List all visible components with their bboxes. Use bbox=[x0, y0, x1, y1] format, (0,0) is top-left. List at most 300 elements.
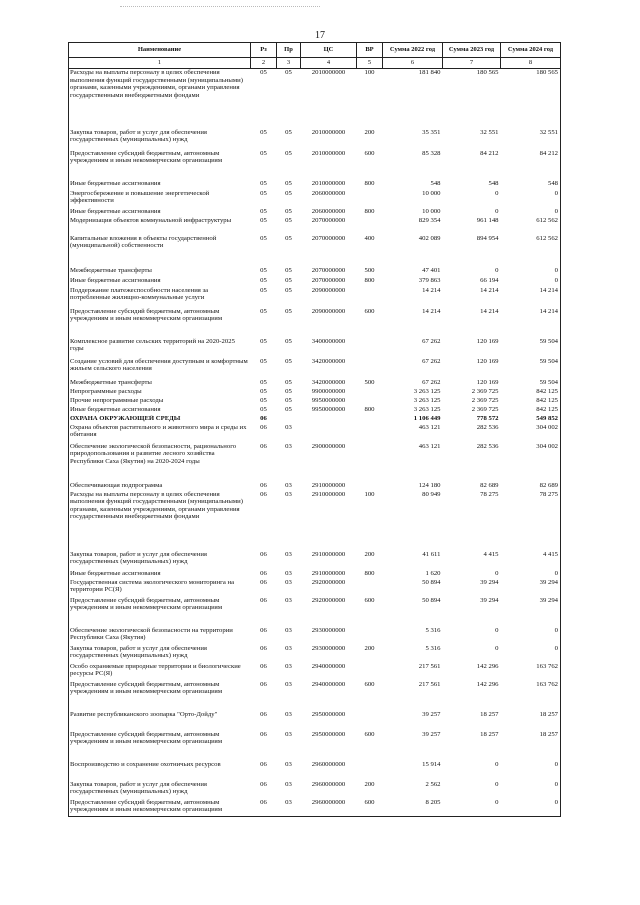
cell-pr: 05 bbox=[285, 378, 292, 386]
cell-sum-2022: 379 863 bbox=[418, 276, 441, 284]
cell-rz: 05 bbox=[260, 337, 267, 345]
cell-sum-2024: 0 bbox=[501, 277, 561, 287]
cell-name: Непрограммные расходы bbox=[69, 388, 251, 397]
cell-name: Модернизация объектов коммунальной инфраструктуры bbox=[69, 217, 251, 235]
table-row bbox=[69, 681, 561, 711]
cell-vr bbox=[357, 627, 383, 645]
cell-rz: 05 bbox=[260, 216, 267, 224]
cell-pr: 05 bbox=[285, 149, 292, 157]
cell-pr: 05 bbox=[285, 307, 292, 315]
header-cs: ЦС bbox=[301, 43, 357, 58]
cell-vr: 800 bbox=[364, 179, 375, 187]
table-row bbox=[69, 358, 561, 379]
cell-sum-2023: 0 bbox=[495, 760, 499, 768]
cell-vr bbox=[357, 482, 383, 491]
cell-sum-2024: 612 562 bbox=[501, 217, 561, 235]
cell-pr: 05 bbox=[285, 189, 292, 197]
cell-pr: 03 bbox=[285, 626, 292, 634]
cell-name: Иные бюджетные ассигнования bbox=[69, 208, 251, 217]
column-index: 1 bbox=[69, 58, 251, 69]
cell-sum-2023: 0 bbox=[443, 799, 501, 817]
cell-cs: 2070000000 bbox=[311, 266, 346, 274]
cell-cs: 3420000000 bbox=[311, 357, 346, 365]
table-row bbox=[69, 415, 561, 424]
cell-cs: 2010000000 bbox=[311, 149, 346, 157]
cell-vr: 800 bbox=[364, 569, 375, 577]
cell-name: Особо охраняемые природные территории и биологические ресурсы РС(Я) bbox=[69, 663, 251, 681]
cell-rz: 05 bbox=[260, 286, 267, 294]
cell-sum-2024: 59 504 bbox=[501, 358, 561, 379]
table-row bbox=[69, 190, 561, 208]
cell-cs bbox=[301, 415, 357, 424]
cell-name: Межбюджетные трансферты bbox=[69, 379, 251, 388]
cell-sum-2024: 304 002 bbox=[501, 424, 561, 443]
cell-sum-2022: 463 121 bbox=[418, 442, 441, 450]
cell-sum-2024: 0 bbox=[501, 267, 561, 277]
cell-pr bbox=[277, 415, 301, 424]
cell-sum-2022: 124 180 bbox=[418, 481, 441, 489]
cell-sum-2023: 180 565 bbox=[476, 69, 499, 76]
cell-sum-2023: 0 bbox=[495, 626, 499, 634]
cell-pr: 03 bbox=[285, 423, 292, 431]
table-row bbox=[69, 217, 561, 235]
table-row bbox=[69, 627, 561, 645]
table-row bbox=[69, 761, 561, 781]
cell-sum-2023: 142 296 bbox=[476, 680, 499, 688]
cell-sum-2022: 181 840 bbox=[418, 69, 441, 76]
table-row bbox=[69, 308, 561, 338]
cell-vr: 400 bbox=[364, 234, 375, 242]
cell-name: Расходы на выплаты персоналу в целях обеспечения выполнения функций государственными (муниципальными) органами, казенными учреждениями, органами управления государственными внебюджетными фондами bbox=[69, 491, 251, 551]
budget-table bbox=[68, 42, 561, 817]
cell-rz: 06 bbox=[260, 730, 267, 738]
cell-sum-2022: 217 561 bbox=[418, 680, 441, 688]
cell-name: Закупка товаров, работ и услуг для обеспечения государственных (муниципальных) нужд bbox=[69, 129, 251, 150]
cell-sum-2023: 18 257 bbox=[480, 730, 499, 738]
cell-cs bbox=[301, 424, 357, 443]
cell-cs: 2010000000 bbox=[311, 69, 346, 76]
cell-sum-2024: 84 212 bbox=[501, 150, 561, 180]
cell-vr: 100 bbox=[364, 69, 375, 76]
cell-vr: 600 bbox=[364, 730, 375, 738]
cell-vr bbox=[357, 217, 383, 235]
cell-pr: 03 bbox=[285, 662, 292, 670]
cell-sum-2024: 0 bbox=[501, 570, 561, 579]
cell-sum-2022: 5 316 bbox=[425, 626, 441, 634]
cell-sum-2023: 82 689 bbox=[480, 481, 499, 489]
cell-pr: 03 bbox=[285, 644, 292, 652]
cell-sum-2023: 0 bbox=[495, 207, 499, 215]
table-row bbox=[69, 235, 561, 267]
cell-pr: 03 bbox=[285, 596, 292, 604]
cell-name: Капитальные вложения в объекты государственной (муниципальной) собственности bbox=[69, 235, 251, 267]
cell-cs: 2920000000 bbox=[311, 596, 346, 604]
cell-sum-2022: 14 214 bbox=[422, 307, 441, 315]
cell-name: Обеспечивающая подпрограмма bbox=[69, 482, 251, 491]
cell-name: Предоставление субсидий бюджетным, автономным учреждениям и иным некоммерческим организациям bbox=[69, 597, 251, 627]
cell-pr: 05 bbox=[285, 387, 292, 395]
cell-sum-2023: 120 169 bbox=[476, 357, 499, 365]
cell-sum-2023: 282 536 bbox=[476, 442, 499, 450]
cell-cs: 2920000000 bbox=[311, 578, 346, 586]
table-row bbox=[69, 799, 561, 817]
header-sum-2022: Сумма 2022 год bbox=[383, 43, 443, 58]
cell-sum-2023: 120 169 bbox=[476, 378, 499, 386]
cell-sum-2024: 18 257 bbox=[501, 711, 561, 731]
table-row bbox=[69, 570, 561, 579]
cell-name: Развитие республиканского зоопарка "Орто-Дойду" bbox=[69, 711, 251, 731]
cell-sum-2023: 2 369 725 bbox=[471, 387, 499, 395]
cell-sum-2024: 163 762 bbox=[501, 663, 561, 681]
cell-vr: 200 bbox=[364, 780, 375, 788]
cell-cs: 2910000000 bbox=[311, 569, 346, 577]
cell-rz: 05 bbox=[260, 307, 267, 315]
table-row bbox=[69, 597, 561, 627]
cell-rz: 05 bbox=[260, 179, 267, 187]
cell-name: Поддержание платежеспособности населения за потребленные жилищно-коммунальные услуги bbox=[69, 287, 251, 308]
cell-cs: 2960000000 bbox=[311, 780, 346, 788]
cell-rz: 06 bbox=[260, 550, 267, 558]
cell-pr: 03 bbox=[285, 481, 292, 489]
cell-name: Иные бюджетные ассигнования bbox=[69, 180, 251, 190]
cell-cs: 2010000000 bbox=[311, 179, 346, 187]
cell-name: Предоставление субсидий бюджетным, автономным учреждениям и иным некоммерческим организациям bbox=[69, 681, 251, 711]
cell-sum-2022: 15 914 bbox=[422, 760, 441, 768]
cell-vr: 500 bbox=[364, 266, 375, 274]
cell-rz: 05 bbox=[260, 357, 267, 365]
cell-name: Расходы на выплаты персоналу в целях обеспечения выполнения функций государственными (муниципальными) органами, казенными учреждениями, органами управления государственными внебюджетными фондами bbox=[69, 69, 251, 129]
cell-name: Иные бюджетные ассигнования bbox=[69, 570, 251, 579]
cell-vr: 500 bbox=[364, 378, 375, 386]
cell-rz: 05 bbox=[260, 207, 267, 215]
cell-name: Воспроизводство и сохранение охотничьих ресурсов bbox=[69, 761, 251, 781]
cell-cs: 2900000000 bbox=[311, 442, 346, 450]
scan-artifact bbox=[120, 6, 320, 10]
cell-rz: 06 bbox=[260, 626, 267, 634]
cell-sum-2023: 39 294 bbox=[480, 596, 499, 604]
cell-sum-2022: 14 214 bbox=[422, 286, 441, 294]
column-index: 6 bbox=[383, 58, 443, 69]
header-pr: Пр bbox=[277, 43, 301, 58]
table-row bbox=[69, 711, 561, 731]
cell-sum-2023: 961 148 bbox=[476, 216, 499, 224]
cell-rz: 06 bbox=[260, 680, 267, 688]
cell-rz: 05 bbox=[260, 405, 267, 413]
cell-name: Иные бюджетные ассигнования bbox=[69, 277, 251, 287]
cell-vr bbox=[357, 190, 383, 208]
cell-name: Предоставление субсидий бюджетным, автономным учреждениям и иным некоммерческим организациям bbox=[69, 799, 251, 817]
table-row bbox=[69, 663, 561, 681]
cell-cs: 2950000000 bbox=[311, 730, 346, 738]
cell-pr: 03 bbox=[285, 550, 292, 558]
cell-sum-2022: 1 620 bbox=[425, 569, 441, 577]
cell-cs: 2930000000 bbox=[311, 626, 346, 634]
cell-sum-2022: 85 328 bbox=[422, 149, 441, 157]
cell-pr: 05 bbox=[285, 276, 292, 284]
cell-sum-2023: 4 415 bbox=[483, 550, 499, 558]
cell-pr: 03 bbox=[285, 780, 292, 788]
cell-pr: 03 bbox=[285, 442, 292, 450]
cell-rz: 06 bbox=[260, 662, 267, 670]
cell-vr bbox=[357, 424, 383, 443]
cell-name: Обеспечение экологической безопасности, рационального природопользования и развитие лесного хозяйства Республики Саха (Якутия) на 2020-2024 годы bbox=[69, 443, 251, 482]
cell-rz: 05 bbox=[260, 378, 267, 386]
cell-cs: 9950000000 bbox=[311, 405, 346, 413]
table-row bbox=[69, 443, 561, 482]
cell-sum-2023: 84 212 bbox=[480, 149, 499, 157]
cell-pr: 05 bbox=[285, 216, 292, 224]
table-row bbox=[69, 69, 561, 129]
cell-name: Иные бюджетные ассигнования bbox=[69, 406, 251, 415]
cell-vr bbox=[357, 579, 383, 597]
table-row bbox=[69, 397, 561, 406]
cell-name: ОХРАНА ОКРУЖАЮЩЕЙ СРЕДЫ bbox=[69, 415, 251, 424]
cell-pr: 03 bbox=[285, 569, 292, 577]
cell-rz: 05 bbox=[260, 276, 267, 284]
table-row bbox=[69, 129, 561, 150]
cell-pr: 05 bbox=[285, 337, 292, 345]
cell-sum-2024: 612 562 bbox=[501, 235, 561, 267]
cell-sum-2023: 32 551 bbox=[480, 128, 499, 136]
cell-sum-2023: 894 954 bbox=[476, 234, 499, 242]
cell-sum-2022: 80 949 bbox=[422, 490, 441, 498]
header-vr: ВР bbox=[357, 43, 383, 58]
table-row bbox=[69, 277, 561, 287]
cell-vr bbox=[357, 711, 383, 731]
cell-sum-2024: 842 125 bbox=[501, 397, 561, 406]
cell-sum-2024: 0 bbox=[501, 799, 561, 817]
cell-pr: 05 bbox=[285, 207, 292, 215]
cell-rz: 06 bbox=[260, 490, 267, 498]
cell-cs: 3400000000 bbox=[311, 337, 346, 345]
cell-cs: 2090000000 bbox=[311, 286, 346, 294]
cell-sum-2022: 5 316 bbox=[425, 644, 441, 652]
cell-vr: 800 bbox=[364, 207, 375, 215]
header-sum-2023: Сумма 2023 год bbox=[443, 43, 501, 58]
cell-sum-2024: 0 bbox=[501, 781, 561, 799]
cell-sum-2022: 10 000 bbox=[422, 207, 441, 215]
cell-cs: 2010000000 bbox=[311, 128, 346, 136]
cell-vr: 800 bbox=[364, 405, 375, 413]
cell-vr: 200 bbox=[364, 128, 375, 136]
cell-sum-2022: 3 263 125 bbox=[413, 387, 441, 395]
table-row bbox=[69, 287, 561, 308]
cell-sum-2022: 2 562 bbox=[425, 780, 441, 788]
cell-name: Обеспечение экологической безопасности на территории Республики Саха (Якутия) bbox=[69, 627, 251, 645]
cell-sum-2023: 142 296 bbox=[476, 662, 499, 670]
cell-pr: 03 bbox=[285, 578, 292, 586]
page-number: 17 bbox=[315, 30, 325, 41]
cell-sum-2024: 82 689 bbox=[501, 482, 561, 491]
table-row bbox=[69, 491, 561, 551]
cell-sum-2022: 8 205 bbox=[383, 799, 443, 817]
cell-pr: 05 bbox=[285, 179, 292, 187]
cell-rz: 06 bbox=[260, 644, 267, 652]
cell-rz: 06 bbox=[260, 569, 267, 577]
cell-sum-2024: 0 bbox=[501, 190, 561, 208]
table-row bbox=[69, 424, 561, 443]
cell-sum-2024: 4 415 bbox=[501, 551, 561, 570]
cell-sum-2024: 548 bbox=[501, 180, 561, 190]
cell-name: Комплексное развитие сельских территорий на 2020-2025 годы bbox=[69, 338, 251, 358]
cell-vr bbox=[357, 358, 383, 379]
cell-rz: 05 bbox=[260, 128, 267, 136]
cell-vr: 600 bbox=[357, 799, 383, 817]
cell-rz: 05 bbox=[260, 387, 267, 395]
cell-sum-2022: 50 894 bbox=[422, 578, 441, 586]
column-index: 8 bbox=[501, 58, 561, 69]
cell-rz: 06 bbox=[260, 414, 267, 422]
cell-pr: 05 bbox=[285, 266, 292, 274]
cell-sum-2023: 18 257 bbox=[480, 710, 499, 718]
cell-sum-2023: 39 294 bbox=[480, 578, 499, 586]
cell-rz: 05 bbox=[260, 149, 267, 157]
cell-rz: 06 bbox=[260, 442, 267, 450]
cell-vr bbox=[357, 338, 383, 358]
table-row bbox=[69, 406, 561, 415]
column-index-row bbox=[69, 58, 561, 69]
table-row bbox=[69, 379, 561, 388]
cell-cs: 2070000000 bbox=[311, 216, 346, 224]
cell-name: Предоставление субсидий бюджетным, автономным учреждениям и иным некоммерческим организациям bbox=[69, 150, 251, 180]
cell-cs: 2940000000 bbox=[311, 662, 346, 670]
column-index: 2 bbox=[251, 58, 277, 69]
cell-sum-2022: 41 611 bbox=[422, 550, 441, 558]
cell-sum-2024: 32 551 bbox=[501, 129, 561, 150]
column-index: 4 bbox=[301, 58, 357, 69]
table-body bbox=[69, 69, 561, 817]
cell-rz: 06 bbox=[260, 710, 267, 718]
cell-sum-2022: 10 000 bbox=[422, 189, 441, 197]
cell-pr: 05 bbox=[285, 405, 292, 413]
cell-sum-2022: 39 257 bbox=[422, 730, 441, 738]
table-row bbox=[69, 388, 561, 397]
cell-pr: 05 bbox=[285, 234, 292, 242]
cell-pr: 05 bbox=[285, 357, 292, 365]
cell-sum-2024: 78 275 bbox=[501, 491, 561, 551]
table-row bbox=[69, 482, 561, 491]
cell-pr: 03 bbox=[285, 710, 292, 718]
cell-rz: 05 bbox=[260, 234, 267, 242]
cell-sum-2023: 0 bbox=[495, 780, 499, 788]
cell-sum-2023: 548 bbox=[488, 179, 499, 187]
cell-sum-2024: 0 bbox=[501, 208, 561, 217]
cell-name: Предоставление субсидий бюджетным, автономным учреждениям и иным некоммерческим организациям bbox=[69, 308, 251, 338]
cell-vr bbox=[357, 761, 383, 781]
cell-cs: 2960000000 bbox=[311, 760, 346, 768]
cell-sum-2022: 1 106 449 bbox=[413, 414, 441, 422]
cell-vr bbox=[357, 397, 383, 406]
cell-cs: 2910000000 bbox=[311, 481, 346, 489]
table-row bbox=[69, 208, 561, 217]
cell-sum-2022: 67 262 bbox=[422, 337, 441, 345]
cell-sum-2024: 842 125 bbox=[501, 406, 561, 415]
cell-rz: 06 bbox=[260, 578, 267, 586]
cell-sum-2024: 0 bbox=[501, 645, 561, 663]
cell-sum-2024: 14 214 bbox=[501, 287, 561, 308]
cell-sum-2022: 47 401 bbox=[422, 266, 441, 274]
cell-sum-2024: 0 bbox=[501, 627, 561, 645]
cell-sum-2023: 0 bbox=[495, 644, 499, 652]
cell-rz: 05 bbox=[260, 396, 267, 404]
cell-name: Прочие непрограммные расходы bbox=[69, 397, 251, 406]
cell-sum-2024: 842 125 bbox=[501, 388, 561, 397]
cell-rz: 05 bbox=[260, 266, 267, 274]
cell-vr: 600 bbox=[364, 680, 375, 688]
table-row bbox=[69, 551, 561, 570]
cell-rz: 06 bbox=[251, 799, 277, 817]
cell-cs: 2960000000 bbox=[301, 799, 357, 817]
table-row bbox=[69, 645, 561, 663]
cell-vr: 200 bbox=[364, 550, 375, 558]
cell-cs: 9950000000 bbox=[311, 396, 346, 404]
cell-vr bbox=[357, 663, 383, 681]
table-row bbox=[69, 731, 561, 761]
cell-pr: 05 bbox=[285, 69, 292, 76]
cell-name: Охрана объектов растительного и животного мира и среды их обитания bbox=[69, 424, 251, 443]
cell-sum-2023: 2 369 725 bbox=[471, 396, 499, 404]
cell-pr: 03 bbox=[285, 490, 292, 498]
cell-name: Государственная система экологического мониторинга на территории РС(Я) bbox=[69, 579, 251, 597]
cell-sum-2023: 78 275 bbox=[480, 490, 499, 498]
cell-sum-2023: 0 bbox=[495, 266, 499, 274]
table-row bbox=[69, 267, 561, 277]
header-row bbox=[69, 43, 561, 58]
cell-pr: 03 bbox=[285, 730, 292, 738]
cell-sum-2023: 14 214 bbox=[480, 286, 499, 294]
cell-sum-2023: 2 369 725 bbox=[471, 405, 499, 413]
cell-pr: 05 bbox=[285, 396, 292, 404]
column-index: 7 bbox=[443, 58, 501, 69]
cell-cs: 2910000000 bbox=[311, 490, 346, 498]
cell-name: Энергосбережение и повышение энергетической эффективности bbox=[69, 190, 251, 208]
column-index: 5 bbox=[357, 58, 383, 69]
cell-sum-2022: 3 263 125 bbox=[413, 396, 441, 404]
cell-cs: 2060000000 bbox=[311, 207, 346, 215]
cell-sum-2022: 39 257 bbox=[422, 710, 441, 718]
cell-rz: 06 bbox=[260, 596, 267, 604]
cell-sum-2024: 163 762 bbox=[501, 681, 561, 711]
cell-vr: 600 bbox=[364, 596, 375, 604]
table-row bbox=[69, 579, 561, 597]
cell-name: Закупка товаров, работ и услуг для обеспечения государственных (муниципальных) нужд bbox=[69, 551, 251, 570]
cell-sum-2022: 548 bbox=[430, 179, 441, 187]
cell-sum-2023: 14 214 bbox=[480, 307, 499, 315]
cell-rz: 05 bbox=[260, 189, 267, 197]
cell-sum-2024: 18 257 bbox=[501, 731, 561, 761]
cell-name: Предоставление субсидий бюджетным, автономным учреждениям и иным некоммерческим организациям bbox=[69, 731, 251, 761]
cell-sum-2024: 14 214 bbox=[501, 308, 561, 338]
cell-sum-2022: 50 894 bbox=[422, 596, 441, 604]
cell-rz: 06 bbox=[260, 481, 267, 489]
cell-sum-2024: 304 002 bbox=[501, 443, 561, 482]
cell-vr bbox=[357, 287, 383, 308]
cell-cs: 2910000000 bbox=[311, 550, 346, 558]
cell-vr: 200 bbox=[364, 644, 375, 652]
cell-name: Межбюджетные трансферты bbox=[69, 267, 251, 277]
cell-rz: 06 bbox=[260, 760, 267, 768]
cell-pr: 03 bbox=[277, 799, 301, 817]
cell-cs: 2070000000 bbox=[311, 234, 346, 242]
cell-pr: 05 bbox=[285, 128, 292, 136]
cell-vr bbox=[357, 388, 383, 397]
cell-vr: 800 bbox=[364, 276, 375, 284]
cell-cs: 2930000000 bbox=[311, 644, 346, 652]
cell-name: Создание условий для обеспечения доступным и комфортным жильем сельского населения bbox=[69, 358, 251, 379]
cell-sum-2022: 463 121 bbox=[418, 423, 441, 431]
cell-rz: 06 bbox=[260, 423, 267, 431]
cell-vr: 600 bbox=[364, 307, 375, 315]
